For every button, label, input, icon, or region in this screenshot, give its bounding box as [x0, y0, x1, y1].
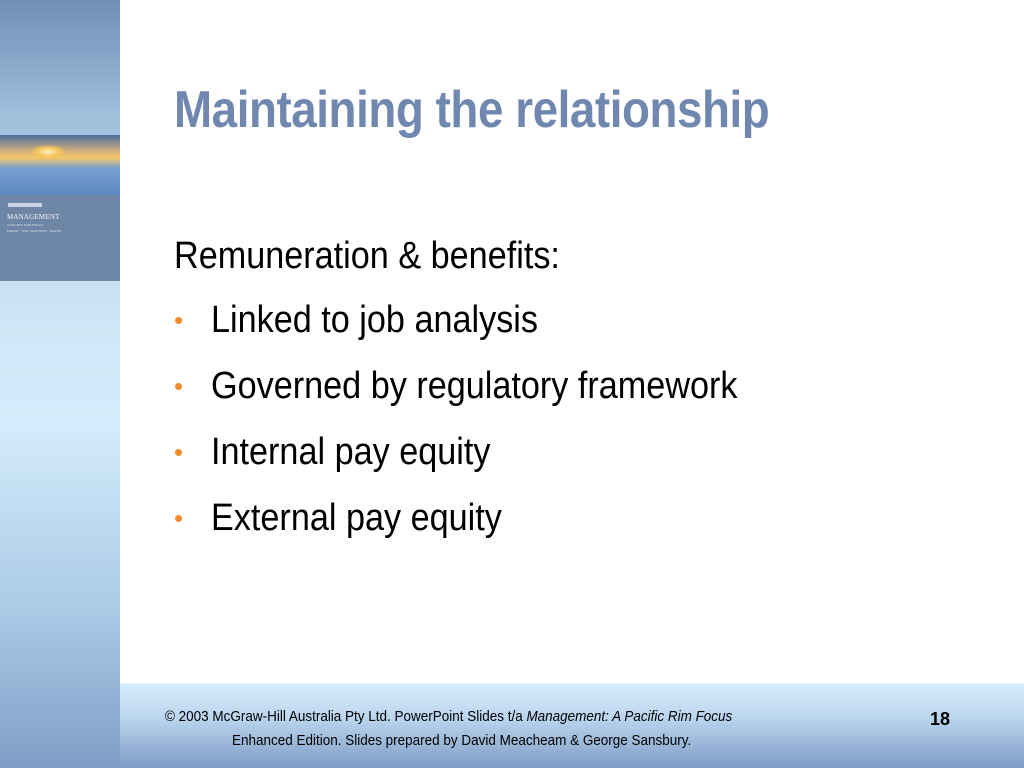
slide-footer: [120, 683, 1024, 768]
slide-body: [174, 233, 994, 561]
cover-title: MANAGEMENT: [7, 213, 60, 221]
bullet-icon: •: [174, 371, 184, 401]
bullet-text: Linked to job analysis: [211, 299, 539, 341]
left-decorative-band: [0, 0, 120, 768]
list-item: [174, 495, 994, 561]
bullet-icon: •: [174, 305, 184, 335]
cover-sun: [30, 145, 66, 159]
footer-copyright: [165, 709, 732, 725]
book-cover-image: [0, 135, 120, 281]
slide-title: Maintaining the relationship: [174, 81, 770, 139]
cover-edition-tag: [8, 203, 42, 207]
list-item: [174, 297, 994, 363]
cover-authors: BARTOL · TEIN · MATTHEWS · MARTIN: [7, 229, 62, 233]
bullet-list: [174, 297, 994, 561]
footer-book-title: Management: A Pacific Rim Focus: [526, 709, 733, 725]
bullet-icon: •: [174, 503, 184, 533]
footer-copyright-text: © 2003 McGraw-Hill Australia Pty Ltd. PowerPoint Slides t/a: [165, 709, 527, 725]
bullet-text: External pay equity: [211, 497, 502, 539]
bullet-text: Internal pay equity: [211, 431, 491, 473]
lead-text: Remuneration & benefits:: [174, 235, 560, 277]
page-number: 18: [930, 709, 951, 729]
list-item: [174, 429, 994, 495]
bullet-icon: •: [174, 437, 184, 467]
list-item: [174, 363, 994, 429]
cover-subtitle: A PACIFIC RIM FOCUS: [7, 223, 43, 227]
bullet-text: Governed by regulatory framework: [211, 365, 738, 407]
cover-sunset-sky: [0, 135, 120, 195]
footer-credits: Enhanced Edition. Slides prepared by David Meacheam & George Sansbury.: [232, 733, 692, 749]
